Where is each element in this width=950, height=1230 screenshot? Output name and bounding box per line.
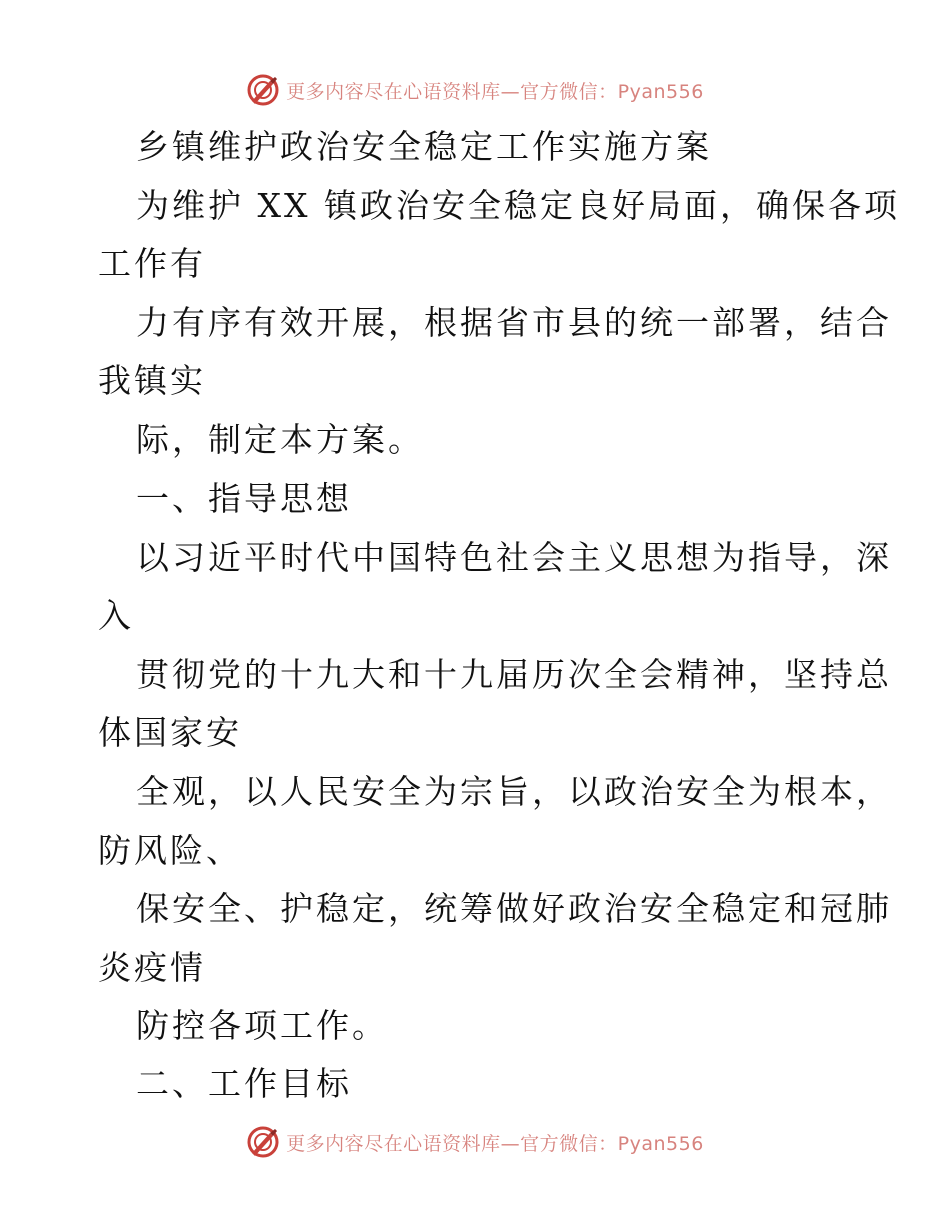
paragraph-line: 体国家安 — [98, 713, 242, 752]
paragraph-line: 我镇实 — [98, 361, 206, 400]
header-banner — [0, 70, 950, 110]
paragraph-line: 防控各项工作。 — [136, 1006, 388, 1045]
section-heading: 二、工作目标 — [136, 1064, 352, 1103]
header-banner-text: 更多内容尽在心语资料库—官方微信：Pyan556 — [286, 80, 704, 103]
paragraph-line: 以习近平时代中国特色社会主义思想为指导，深 — [136, 538, 892, 577]
document-title: 乡镇维护政治安全稳定工作实施方案 — [136, 127, 712, 166]
paragraph-line: 全观，以人民安全为宗旨，以政治安全为根本， — [136, 772, 892, 811]
paragraph-line: 为维护 XX 镇政治安全稳定良好局面，确保各项 — [136, 186, 900, 225]
library-logo-icon — [246, 73, 280, 107]
paragraph-line: 贯彻党的十九大和十九届历次全会精神，坚持总 — [136, 655, 892, 694]
footer-banner — [0, 1122, 950, 1162]
paragraph-line: 炎疫情 — [98, 948, 206, 987]
paragraph-line: 入 — [98, 596, 134, 635]
section-heading: 一、指导思想 — [136, 479, 352, 518]
library-logo-icon — [246, 1125, 280, 1159]
paragraph-line: 保安全、护稳定，统筹做好政治安全稳定和冠肺 — [136, 889, 892, 928]
paragraph-line: 防风险、 — [98, 831, 242, 870]
paragraph-line: 工作有 — [98, 244, 206, 283]
paragraph-line: 际，制定本方案。 — [136, 420, 424, 459]
paragraph-line: 力有序有效开展，根据省市县的统一部署，结合 — [136, 303, 892, 342]
footer-banner-text: 更多内容尽在心语资料库—官方微信：Pyan556 — [286, 1132, 704, 1155]
